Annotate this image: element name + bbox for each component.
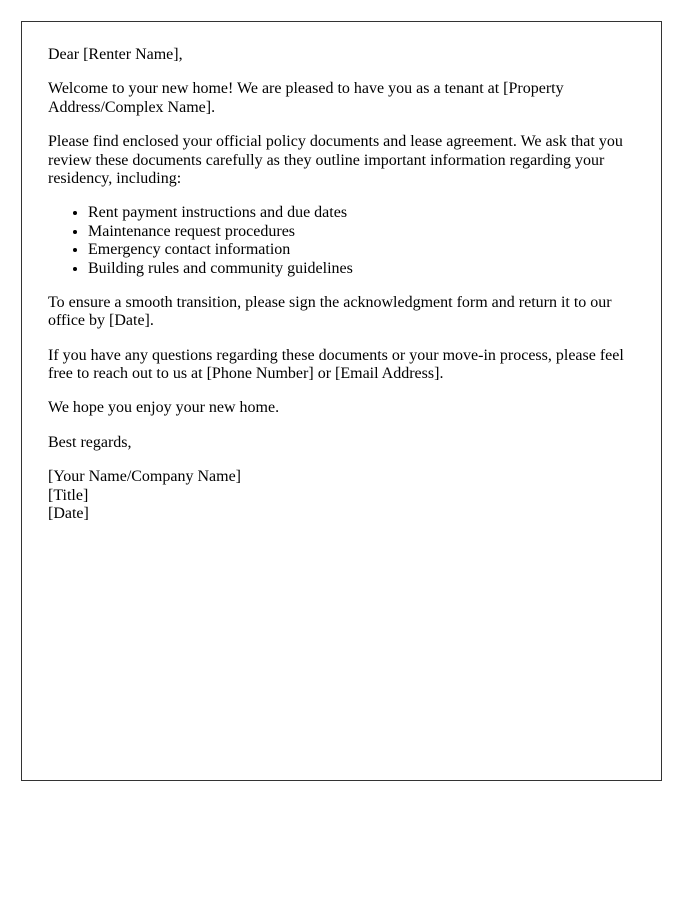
- paragraph-welcome: Welcome to your new home! We are pleased to have you as a tenant at [Property Address/Complex Name].: [48, 80, 564, 116]
- salutation: Dear [Renter Name],: [48, 46, 183, 63]
- signature-name-line: [Your Name/Company Name]: [48, 468, 242, 486]
- paragraph-enclosed-documents: Please find enclosed your official policy documents and lease agreement. We ask that you review these documents carefully as they outline important information regarding your residency, including:: [48, 133, 623, 187]
- list-item-building-rules: • Building rules and community guidelines: [88, 260, 635, 278]
- signature-date-line: [Date]: [48, 505, 89, 523]
- policy-topics-list: [48, 204, 635, 278]
- list-item-emergency-contact: • Emergency contact information: [88, 241, 635, 259]
- paragraph-acknowledgment: To ensure a smooth transition, please sign the acknowledgment form and return it to our office by [Date].: [48, 293, 612, 330]
- signature-block: [48, 468, 635, 523]
- list-item-rent-payment: • Rent payment instructions and due dates: [88, 204, 635, 222]
- list-item-maintenance: • Maintenance request procedures: [88, 223, 635, 241]
- paragraph-enjoy: We hope you enjoy your new home.: [48, 399, 280, 417]
- closing: Best regards,: [48, 433, 132, 451]
- paragraph-questions: If you have any questions regarding these documents or your move-in process, please feel free to reach out to us at [Phone Number] or [Email Address].: [48, 346, 624, 383]
- signature-title-line: [Title]: [48, 486, 89, 504]
- letter-page: [21, 21, 662, 781]
